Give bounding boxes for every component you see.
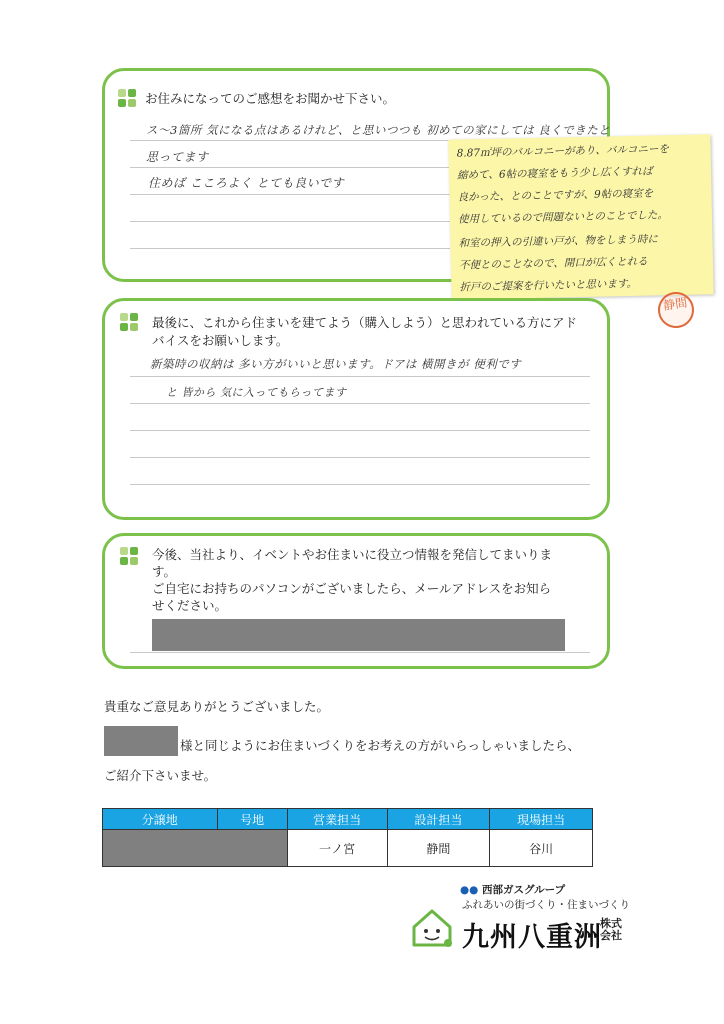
info-prompt-3: ご自宅にお持ちのパソコンがございましたら、メールアドレスをお知ら — [152, 581, 552, 596]
answer-line — [130, 140, 450, 141]
answer-line — [130, 652, 590, 653]
info-prompt-1: 今後、当社より、イベントやお住まいに役立つ情報を発信してまいりま — [152, 547, 553, 562]
kabushiki-kaisha: 株式 会社 — [600, 917, 622, 942]
referral-text-2: ご紹介下さいませ。 — [104, 768, 217, 783]
header-lot-number: 号地 — [217, 809, 287, 830]
email-redacted — [152, 619, 565, 651]
referral-text: 様と同じようにお住まいづくりをお考えの方がいらっしゃいましたら、 — [180, 738, 581, 753]
info-prompt-4: せください。 — [152, 598, 228, 613]
answer-line — [130, 457, 590, 458]
leaf-icon — [120, 547, 140, 567]
house-logo-icon — [410, 905, 454, 949]
impressions-answer-1: ス〜3箇所 気になる点はあるけれど、と思いつつも 初めての家にしては 良くできたと — [146, 123, 611, 137]
answer-line — [130, 430, 590, 431]
staff-sticky-note — [448, 134, 713, 299]
header-sales: 営業担当 — [287, 809, 387, 830]
company-name: 九州八重洲 — [462, 922, 602, 953]
group-name: ●● 西部ガスグループ — [460, 884, 566, 896]
answer-line — [130, 248, 450, 249]
header-site: 現場担当 — [490, 809, 593, 830]
note-line: 縮めて、6帖の寝室をもう少し広くすれば — [456, 165, 653, 182]
leaf-icon — [118, 89, 138, 109]
advice-answer-2: と 皆から 気に入ってもらってます — [166, 386, 347, 399]
design-staff: 静間 — [387, 830, 490, 867]
impressions-prompt: お住みになってのご感想をお聞かせ下さい。 — [145, 91, 396, 106]
sales-staff: 一ノ宮 — [287, 830, 387, 867]
impressions-answer-3: 住めば こころよく とても良いです — [148, 176, 345, 190]
note-line: 良かった、とのことですが、9帖の寝室を — [457, 187, 654, 204]
info-prompt-2: す。 — [152, 564, 177, 579]
advice-prompt-2: バイスをお願いします。 — [152, 333, 289, 348]
note-line: 不便とのことなので、開口が広くとれる — [458, 255, 648, 272]
answer-line — [130, 194, 450, 195]
advice-answer-1: 新築時の収納は 多い方がいいと思います。ドアは 横開きが 便利です — [150, 357, 522, 371]
note-line: 8.87㎡坪のバルコニーがあり、バルコニーを — [456, 143, 670, 160]
name-stamp: 静間 — [656, 290, 697, 331]
note-line: 使用しているので問題ないとのことでした。 — [457, 209, 669, 226]
group-logo-icon: ●● — [460, 884, 479, 896]
note-line: 和室の押入の引違い戸が、物をしまう時に — [458, 233, 659, 250]
company-tagline: ふれあいの街づくり・住まいづくり — [462, 899, 630, 911]
impressions-answer-2: 思ってます — [146, 150, 209, 164]
advice-prompt-1: 最後に、これから住まいを建てよう（購入しよう）と思われている方にアド — [152, 315, 578, 330]
header-lot: 分譲地 — [103, 809, 218, 830]
answer-line — [130, 484, 590, 485]
staff-table — [102, 808, 593, 867]
header-design: 設計担当 — [387, 809, 490, 830]
customer-name-redacted — [104, 726, 178, 756]
site-staff: 谷川 — [490, 830, 593, 867]
thanks-text: 貴重なご意見ありがとうございました。 — [104, 699, 330, 714]
answer-line — [130, 403, 590, 404]
answer-line — [130, 167, 450, 168]
note-line: 折戸のご提案を行いたいと思います。 — [459, 277, 638, 294]
leaf-icon — [120, 313, 140, 333]
answer-line — [130, 376, 590, 377]
answer-line — [130, 221, 450, 222]
lot-redacted — [103, 830, 288, 867]
